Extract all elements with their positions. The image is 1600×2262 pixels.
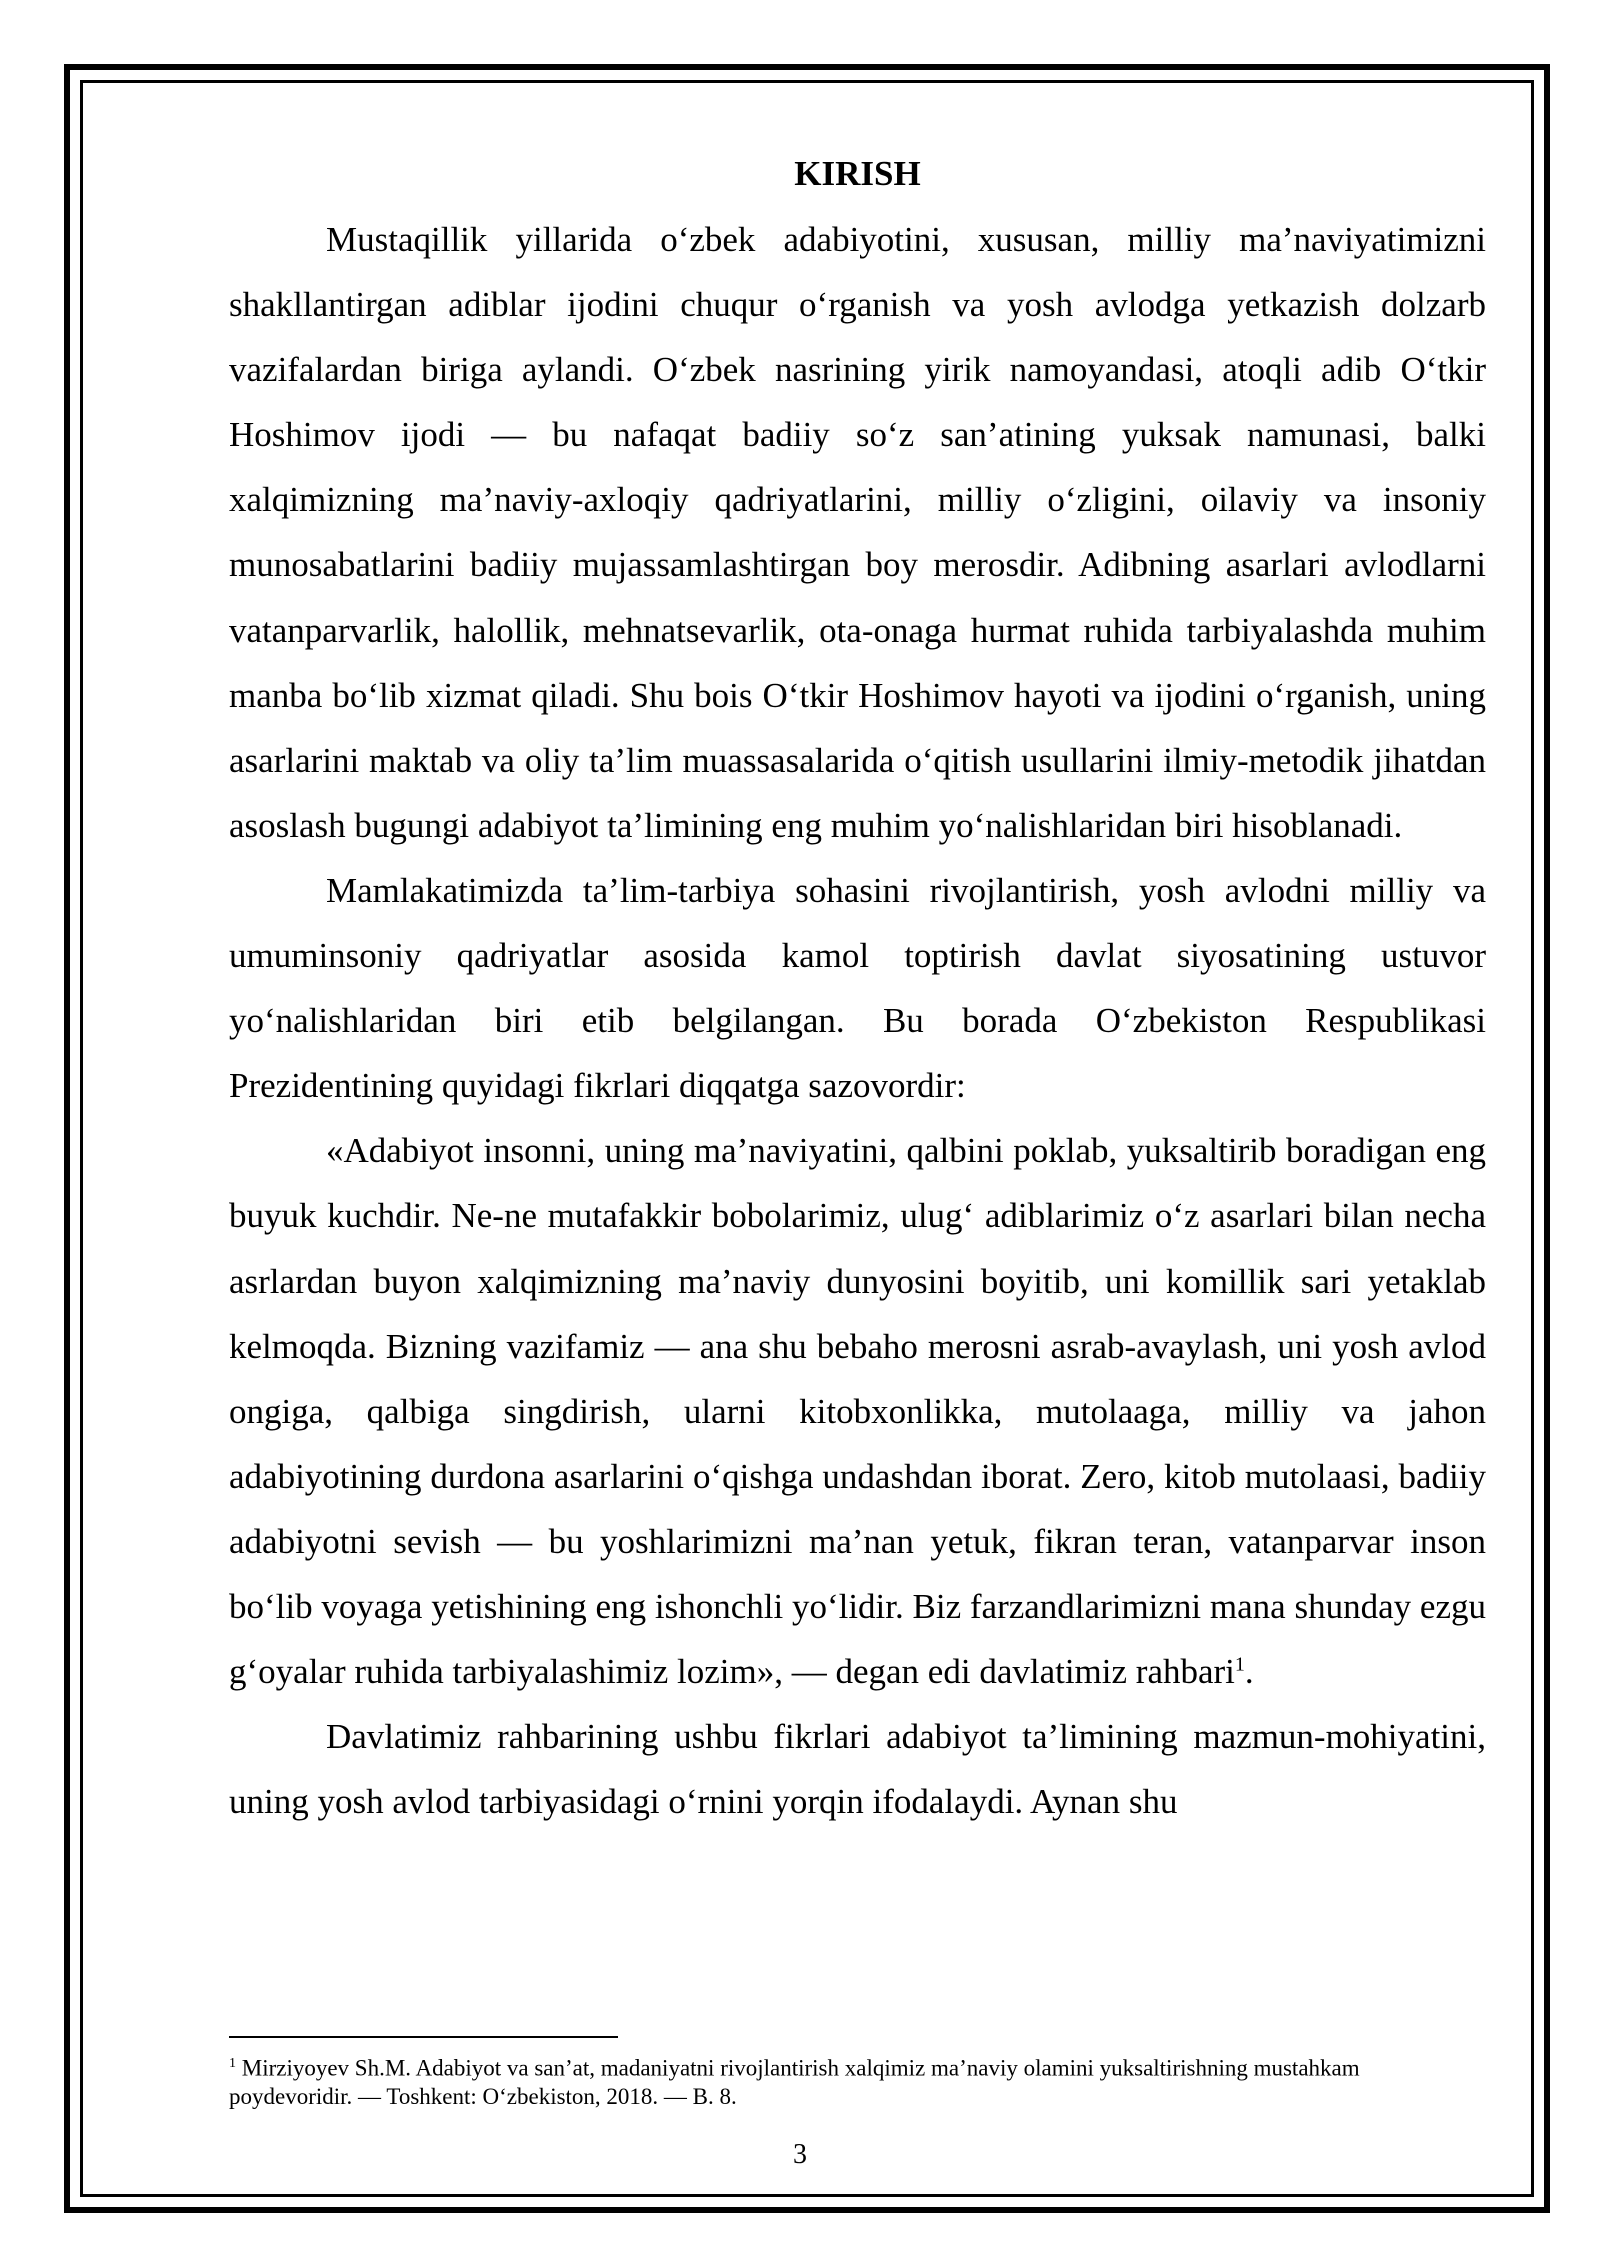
footnote-reference[interactable]: 1 xyxy=(1234,1653,1245,1676)
section-title: KIRISH xyxy=(794,154,921,193)
page-number: 3 xyxy=(793,2139,807,2170)
paragraph-quote xyxy=(229,1118,1486,1704)
quote-end: . xyxy=(1244,1652,1254,1692)
footnote xyxy=(229,2050,1486,2111)
paragraph-context: Mamlakatimizda ta’lim-tarbiya sohasini rivojlantirish, yosh avlodni milliy va umuminsoniy qadriyatlar asosida kamol toptirish davlat siyosatining ustuvor yo‘nalishlaridan biri etib belgilangan. Bu borada O‘zbekiston Respublikasi Prezidentining quyidagi fikrlari diqqatga sazovordir: xyxy=(229,870,1486,1106)
footnote-separator xyxy=(229,2036,618,2038)
footnote-marker: 1 xyxy=(229,2056,236,2071)
page-body xyxy=(229,140,1486,1834)
paragraph-continuation: Davlatimiz rahbarining ushbu fikrlari adabiyot ta’limining mazmun-mohiyatini, uning yosh avlod tarbiyasidagi o‘rnini yorqin ifodalaydi. Aynan shu xyxy=(229,1717,1486,1822)
footnote-text: Mirziyoyev Sh.M. Adabiyot va san’at, madaniyatni rivojlantirish xalqimiz ma’naviy olamini yuksaltirishning mustahkam poydevoridir. — Toshkent: O‘zbekiston, 2018. — B. 8. xyxy=(229,2055,1360,2109)
paragraph-intro: Mustaqillik yillarida o‘zbek adabiyotini, xususan, milliy ma’naviyatimizni shakllantirgan adiblar ijodini chuqur o‘rganish va yosh avlodga yetkazish dolzarb vazifalardan biriga aylandi. O‘zbek nasrining yirik namoyandasi, atoqli adib O‘tkir Hoshimov ijodi — bu nafaqat badiiy so‘z san’atining yuksak namunasi, balki xalqimizning ma’naviy-axloqiy qadriyatlarini, milliy o‘zligini, oilaviy va insoniy munosabatlarini badiiy mujassamlashtirgan boy merosdir. Adibning asarlari avlodlarni vatanparvarlik, halollik, mehnatsevarlik, ota-onaga hurmat ruhida tarbiyalashda muhim manba bo‘lib xizmat qiladi. Shu bois O‘tkir Hoshimov hayoti va ijodini o‘rganish, uning asarlarini maktab va oliy ta’lim muassasalarida o‘qitish usullarini ilmiy-metodik jihatdan asoslash bugungi adabiyot ta’limining eng muhim yo‘nalishlaridan biri hisoblanadi. xyxy=(229,220,1486,845)
quote-text: «Adabiyot insonni, uning ma’naviyatini, qalbini poklab, yuksaltirib boradigan eng buyuk kuchdir. Ne-ne mutafakkir bobolarimiz, ulug‘ adiblarimiz o‘z asarlari bilan necha asrlardan buyon xalqimizning ma’naviy dunyosini boyitib, uni komillik sari yetaklab kelmoqda. Bizning vazifamiz — ana shu bebaho merosni asrab-avaylash, uni yosh avlod ongiga, qalbiga singdirish, ularni kitobxonlikka, mutolaaga, milliy va jahon adabiyotining durdona asarlarini o‘qishga undashdan iborat. Zero, kitob mutolaasi, badiiy adabiyotni sevish — bu yoshlarimizni ma’nan yetuk, fikran teran, vatanparvar inson bo‘lib voyaga yetishining eng ishonchli yo‘lidir. Biz farzandlarimizni mana shunday ezgu g‘oyalar ruhida tarbiyalashimiz lozim», — degan edi davlatimiz rahbari xyxy=(229,1131,1486,1692)
